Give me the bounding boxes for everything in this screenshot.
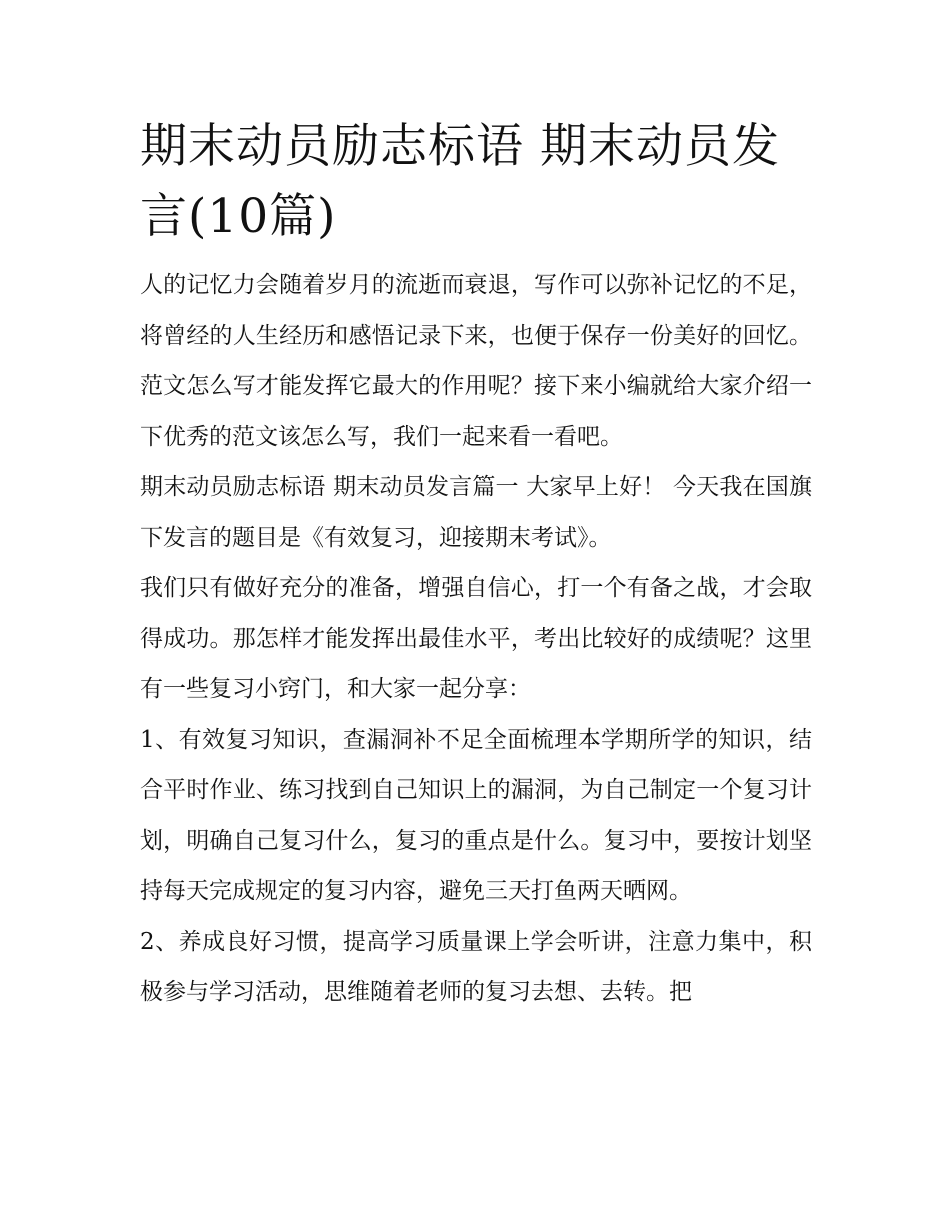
paragraph-tip-1: 1、有效复习知识，查漏洞补不足全面梳理本学期所学的知识，结合平时作业、练习找到自己知识上的漏洞，为自己制定一个复习计划，明确自己复习什么，复习的重点是什么。复习中，要按计划坚持每天完成规定的复习内容，避免三天打鱼两天晒网。 (140, 726, 812, 904)
document-body (140, 112, 812, 1018)
paragraph-speech-opening: 期末动员励志标语 期末动员发言篇一 大家早上好！ 今天我在国旗下发言的题目是《有效复习，迎接期末考试》。 (140, 474, 812, 551)
document-title: 期末动员励志标语 期末动员发言(10篇) (140, 119, 780, 244)
paragraph-preparation: 我们只有做好充分的准备，增强自信心，打一个有备之战，才会取得成功。那怎样才能发挥出最佳水平，考出比较好的成绩呢？这里有一些复习小窍门，和大家一起分享： (140, 575, 812, 702)
paragraph-tip-2: 2、养成良好习惯，提高学习质量课上学会听讲，注意力集中，积极参与学习活动，思维随着老师的复习去想、去转。把 (140, 928, 812, 1005)
paragraph-intro: 人的记忆力会随着岁月的流逝而衰退，写作可以弥补记忆的不足，将曾经的人生经历和感悟记录下来，也便于保存一份美好的回忆。范文怎么写才能发挥它最大的作用呢？接下来小编就给大家介绍一下优秀的范文该怎么写，我们一起来看一看吧。 (140, 272, 812, 450)
